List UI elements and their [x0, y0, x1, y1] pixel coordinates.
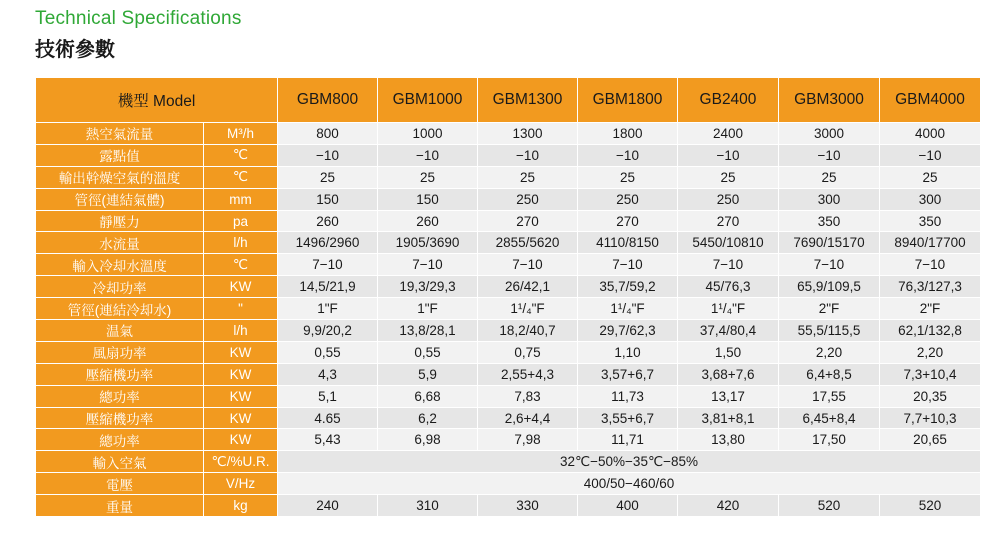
spec-table	[35, 77, 981, 517]
value-cell: 270	[678, 210, 779, 232]
value-cell: 20,35	[880, 385, 981, 407]
value-cell: −10	[278, 144, 378, 166]
value-cell: −10	[678, 144, 779, 166]
value-cell: 7−10	[378, 254, 478, 276]
value-cell: 45/76,3	[678, 276, 779, 298]
param-name-cell: 冷却功率	[36, 276, 204, 298]
value-cell: 5,43	[278, 429, 378, 451]
value-cell: 4000	[880, 123, 981, 145]
value-cell: 2"F	[779, 298, 880, 320]
param-unit-cell: KW	[204, 363, 278, 385]
value-cell: 9,9/20,2	[278, 320, 378, 342]
table-row	[36, 320, 981, 342]
value-cell: 25	[378, 166, 478, 188]
model-header-cell: GBM3000	[779, 78, 880, 123]
param-unit-cell: KW	[204, 341, 278, 363]
value-cell: 7−10	[880, 254, 981, 276]
param-name-cell: 露點值	[36, 144, 204, 166]
param-unit-cell: ℃	[204, 166, 278, 188]
table-row	[36, 429, 981, 451]
value-cell: 270	[578, 210, 678, 232]
model-header-cell: GBM1800	[578, 78, 678, 123]
param-unit-cell: l/h	[204, 232, 278, 254]
value-cell: 3000	[779, 123, 880, 145]
value-cell: 7−10	[678, 254, 779, 276]
value-cell: 2,20	[779, 341, 880, 363]
value-cell: 800	[278, 123, 378, 145]
param-name-cell: 風扇功率	[36, 341, 204, 363]
value-cell: 6,4+8,5	[779, 363, 880, 385]
table-row	[36, 407, 981, 429]
value-cell: 29,7/62,3	[578, 320, 678, 342]
value-cell: 3,68+7,6	[678, 363, 779, 385]
table-row	[36, 254, 981, 276]
value-cell: 1800	[578, 123, 678, 145]
value-cell: 18,2/40,7	[478, 320, 578, 342]
value-cell: 25	[779, 166, 880, 188]
model-header-cell: GBM1000	[378, 78, 478, 123]
value-cell: 400	[578, 495, 678, 517]
value-cell: 25	[278, 166, 378, 188]
param-name-cell: 輸出幹燥空氣的溫度	[36, 166, 204, 188]
value-cell: 7,7+10,3	[880, 407, 981, 429]
merged-value-cell: 400/50−460/60	[278, 473, 981, 495]
value-cell: −10	[378, 144, 478, 166]
table-row	[36, 232, 981, 254]
value-cell: 6,45+8,4	[779, 407, 880, 429]
table-row	[36, 276, 981, 298]
value-cell: 310	[378, 495, 478, 517]
table-row	[36, 188, 981, 210]
model-header-cell: GBM800	[278, 78, 378, 123]
value-cell: 6,98	[378, 429, 478, 451]
param-unit-cell: M³/h	[204, 123, 278, 145]
param-name-cell: 重量	[36, 495, 204, 517]
param-unit-cell: ℃/%U.R.	[204, 451, 278, 473]
value-cell: 13,17	[678, 385, 779, 407]
param-name-cell: 水流量	[36, 232, 204, 254]
param-name-cell: 管徑(連結冷却水)	[36, 298, 204, 320]
value-cell: 270	[478, 210, 578, 232]
model-header-cell: GBM1300	[478, 78, 578, 123]
value-cell: 4.65	[278, 407, 378, 429]
value-cell: 14,5/21,9	[278, 276, 378, 298]
value-cell: 6,68	[378, 385, 478, 407]
value-cell: 520	[880, 495, 981, 517]
value-cell: 250	[478, 188, 578, 210]
param-unit-cell: "	[204, 298, 278, 320]
param-name-cell: 管徑(連結氣體)	[36, 188, 204, 210]
value-cell: 2855/5620	[478, 232, 578, 254]
value-cell: 17,55	[779, 385, 880, 407]
value-cell: 7−10	[578, 254, 678, 276]
value-cell: 7,98	[478, 429, 578, 451]
value-cell: 35,7/59,2	[578, 276, 678, 298]
param-unit-cell: KW	[204, 407, 278, 429]
model-header-cell: GB2400	[678, 78, 779, 123]
value-cell: 25	[478, 166, 578, 188]
model-header-label: 機型 Model	[36, 78, 278, 123]
value-cell: 1¹/₄"F	[578, 298, 678, 320]
value-cell: 1,10	[578, 341, 678, 363]
param-name-cell: 輸入冷却水溫度	[36, 254, 204, 276]
value-cell: 19,3/29,3	[378, 276, 478, 298]
value-cell: 26/42,1	[478, 276, 578, 298]
value-cell: 2,55+4,3	[478, 363, 578, 385]
merged-value-cell: 32℃−50%−35℃−85%	[278, 451, 981, 473]
table-row	[36, 451, 981, 473]
table-row	[36, 210, 981, 232]
param-unit-cell: KW	[204, 429, 278, 451]
value-cell: 1300	[478, 123, 578, 145]
value-cell: 7−10	[779, 254, 880, 276]
value-cell: 62,1/132,8	[880, 320, 981, 342]
value-cell: 7−10	[278, 254, 378, 276]
table-row	[36, 341, 981, 363]
value-cell: 1000	[378, 123, 478, 145]
param-name-cell: 電壓	[36, 473, 204, 495]
value-cell: 6,2	[378, 407, 478, 429]
param-name-cell: 温氣	[36, 320, 204, 342]
value-cell: 25	[880, 166, 981, 188]
value-cell: 420	[678, 495, 779, 517]
table-row	[36, 144, 981, 166]
value-cell: 1,50	[678, 341, 779, 363]
value-cell: −10	[478, 144, 578, 166]
param-unit-cell: mm	[204, 188, 278, 210]
table-row	[36, 473, 981, 495]
value-cell: 1496/2960	[278, 232, 378, 254]
value-cell: 13,8/28,1	[378, 320, 478, 342]
value-cell: 37,4/80,4	[678, 320, 779, 342]
value-cell: 4110/8150	[578, 232, 678, 254]
value-cell: 1905/3690	[378, 232, 478, 254]
table-row	[36, 166, 981, 188]
value-cell: 300	[880, 188, 981, 210]
value-cell: 25	[678, 166, 779, 188]
value-cell: 1¹/₄"F	[478, 298, 578, 320]
title-english: Technical Specifications	[35, 8, 242, 29]
param-name-cell: 總功率	[36, 385, 204, 407]
value-cell: −10	[779, 144, 880, 166]
table-header-row	[36, 78, 981, 123]
value-cell: 250	[678, 188, 779, 210]
value-cell: 3,81+8,1	[678, 407, 779, 429]
value-cell: 330	[478, 495, 578, 517]
value-cell: 7,83	[478, 385, 578, 407]
value-cell: 7−10	[478, 254, 578, 276]
value-cell: 65,9/109,5	[779, 276, 880, 298]
param-name-cell: 輸入空氣	[36, 451, 204, 473]
value-cell: 3,55+6,7	[578, 407, 678, 429]
value-cell: 5,1	[278, 385, 378, 407]
value-cell: 11,71	[578, 429, 678, 451]
table-row	[36, 363, 981, 385]
value-cell: 7690/15170	[779, 232, 880, 254]
value-cell: 55,5/115,5	[779, 320, 880, 342]
value-cell: 1"F	[378, 298, 478, 320]
value-cell: 0,75	[478, 341, 578, 363]
value-cell: 150	[378, 188, 478, 210]
param-unit-cell: KW	[204, 276, 278, 298]
value-cell: 2400	[678, 123, 779, 145]
value-cell: 13,80	[678, 429, 779, 451]
table-row	[36, 298, 981, 320]
value-cell: 260	[278, 210, 378, 232]
value-cell: 350	[880, 210, 981, 232]
value-cell: 260	[378, 210, 478, 232]
value-cell: 8940/17700	[880, 232, 981, 254]
table-row	[36, 385, 981, 407]
value-cell: 2,20	[880, 341, 981, 363]
param-name-cell: 壓縮機功率	[36, 407, 204, 429]
value-cell: 7,3+10,4	[880, 363, 981, 385]
param-unit-cell: pa	[204, 210, 278, 232]
title-chinese: 技術參數	[35, 37, 115, 61]
value-cell: 1¹/₄"F	[678, 298, 779, 320]
value-cell: 76,3/127,3	[880, 276, 981, 298]
value-cell: −10	[578, 144, 678, 166]
value-cell: 5,9	[378, 363, 478, 385]
value-cell: −10	[880, 144, 981, 166]
value-cell: 5450/10810	[678, 232, 779, 254]
value-cell: 300	[779, 188, 880, 210]
value-cell: 0,55	[278, 341, 378, 363]
param-unit-cell: KW	[204, 385, 278, 407]
param-name-cell: 總功率	[36, 429, 204, 451]
table-row	[36, 123, 981, 145]
param-name-cell: 壓縮機功率	[36, 363, 204, 385]
value-cell: 4,3	[278, 363, 378, 385]
value-cell: 17,50	[779, 429, 880, 451]
value-cell: 11,73	[578, 385, 678, 407]
value-cell: 2,6+4,4	[478, 407, 578, 429]
value-cell: 1"F	[278, 298, 378, 320]
param-unit-cell: kg	[204, 495, 278, 517]
value-cell: 25	[578, 166, 678, 188]
value-cell: 240	[278, 495, 378, 517]
param-unit-cell: ℃	[204, 144, 278, 166]
value-cell: 0,55	[378, 341, 478, 363]
table-row	[36, 495, 981, 517]
value-cell: 350	[779, 210, 880, 232]
param-unit-cell: ℃	[204, 254, 278, 276]
param-name-cell: 熱空氣流量	[36, 123, 204, 145]
value-cell: 20,65	[880, 429, 981, 451]
param-unit-cell: l/h	[204, 320, 278, 342]
value-cell: 250	[578, 188, 678, 210]
value-cell: 150	[278, 188, 378, 210]
value-cell: 2"F	[880, 298, 981, 320]
value-cell: 520	[779, 495, 880, 517]
model-header-cell: GBM4000	[880, 78, 981, 123]
param-name-cell: 靜壓力	[36, 210, 204, 232]
param-unit-cell: V/Hz	[204, 473, 278, 495]
value-cell: 3,57+6,7	[578, 363, 678, 385]
